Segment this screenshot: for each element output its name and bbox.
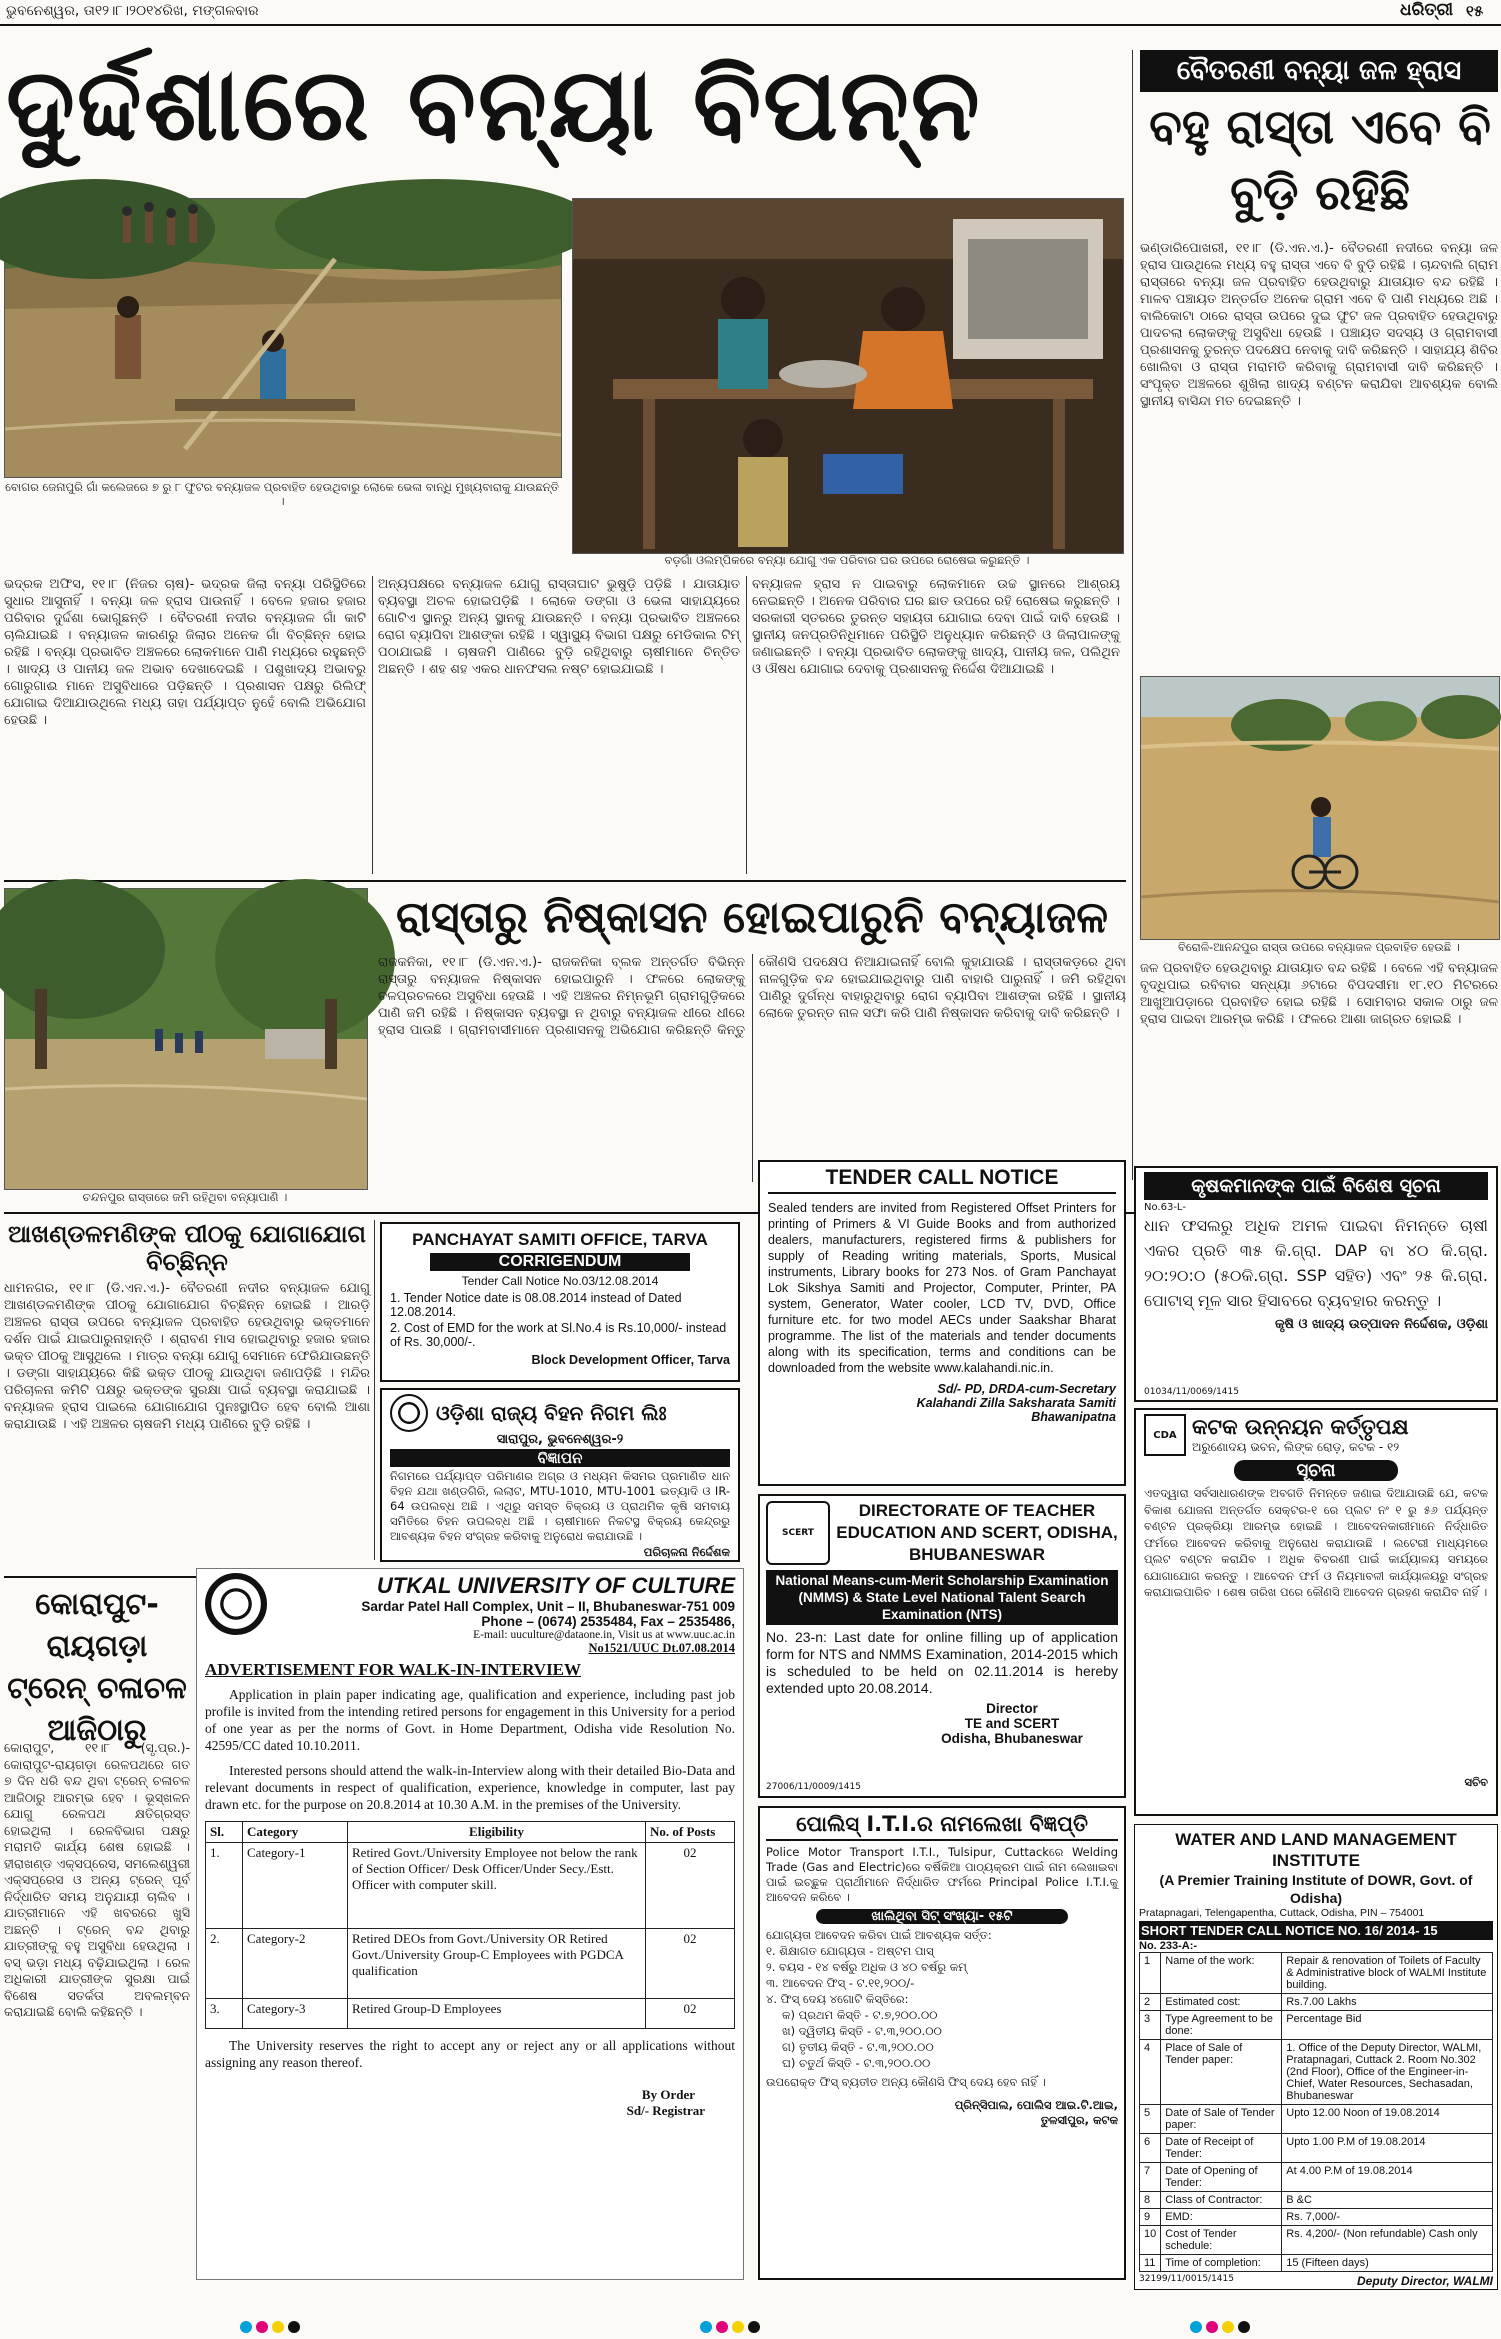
road-waterlogging-caption: ଚନ୍ଦନପୁର ରାସ୍ତାରେ ଜମି ରହିଥିବା ବନ୍ୟାପାଣି । bbox=[82, 1190, 288, 1204]
table-cell: Retired Govt./University Employee not below the rank of Section Officer/ Desk Officer/Under Secy./Estt. Officer with computer skill. bbox=[348, 1843, 646, 1929]
panchayat-ref: Tender Call Notice No.03/12.08.2014 bbox=[461, 1274, 659, 1288]
panchayat-sign: Block Development Officer, Tarva bbox=[531, 1353, 730, 1367]
flood-wading-photo bbox=[4, 198, 562, 478]
main-headline: ଦୁର୍ଦ୍ଦଶାରେ ବନ୍ୟା ବିପନ୍ନ bbox=[6, 46, 982, 163]
utkal-ref: No1521/UUC Dt.07.08.2014 bbox=[588, 1641, 735, 1655]
side-story-photo-body: ଜଳ ପ୍ରବାହିତ ହେଉଥିବାରୁ ଯାତାୟାତ ବନ୍ଦ ରହିଛି । ବେଳେ ଏହି ବନ୍ୟାଜଳ ବୃଦ୍ଧିପାଇ ରବିବାର ସନ୍ଧ୍ୟା ୬ଟାରେ ବିପଦସୀମା ୧୮.୧୦ ମିଟରରେ ଆଖୁଆପଡ଼ାରେ ପ୍ରବାହିତ ହୋଇ ରହିଛି । ସୋମବାର ସକାଳ ଠାରୁ ଜଳ ହ୍ରାସ ପାଇବା ଆରମ୍ଭ କରିଛି । ଫଳରେ ଆଶା ଜାଗ୍ରତ ହୋଇଛି । bbox=[1140, 961, 1498, 1027]
table-cell: Rs. 7,000/- bbox=[1282, 2209, 1493, 2226]
table-row bbox=[1140, 2040, 1493, 2105]
cyclist-flood-caption: ବିରୋଳି-ଆନନ୍ଦପୁର ରାସ୍ତା ଉପରେ ବନ୍ୟାଜଳ ପ୍ରବାହିତ ହେଉଛି । bbox=[1178, 940, 1460, 954]
seed-corp-address: ସାରାପୁର, ଭୁବନେଶ୍ୱର-୨ bbox=[496, 1432, 624, 1447]
table-cell: Percentage Bid bbox=[1282, 2011, 1493, 2040]
utkal-posts-table bbox=[205, 1821, 735, 2029]
police-iti-item: ଗ) ତୃତୀୟ କିସ୍ତି - ଟ.୩,୨୦୦.୦୦ bbox=[782, 2040, 934, 2054]
utkal-logo-icon bbox=[205, 1573, 267, 1635]
seed-corp-notice bbox=[380, 1388, 740, 1562]
police-iti-item: ୩. ଆବେଦନ ଫିସ୍ - ଟ.୧୧,୨୦୦/- bbox=[766, 1976, 915, 1990]
table-cell: Retired Group-D Employees bbox=[348, 1999, 646, 2029]
table-cell: Upto 12.00 Noon of 19.08.2014 bbox=[1282, 2105, 1493, 2134]
cda-subtitle: ସୂଚନା bbox=[1234, 1460, 1398, 1481]
table-cell: 5 bbox=[1140, 2105, 1161, 2134]
rooftop-cooking-caption: ବଡ଼ଗାଁ ଓଲମ୍ପିକରେ ବନ୍ୟା ଯୋଗୁ ଏକ ପରିବାର ଘର ଉପରେ ରୋଷେଇ କରୁଛନ୍ତି । bbox=[664, 553, 1030, 567]
table-cell: Estimated cost: bbox=[1161, 1994, 1282, 2011]
table-cell: 15 (Fifteen days) bbox=[1282, 2255, 1493, 2272]
drainage-body: ରାଜକନିକା, ୧୧।୮ (ଡି.ଏନ.ଏ.)- ରାଜକନିକା ବ୍ଲକ ଅନ୍ତର୍ଗତ ବିଭିନ୍ନ ରାସ୍ତାରୁ ବନ୍ୟାଜଳ ନିଷ୍କାସନ ହୋଇପାରୁନି । ଫଳରେ ଲୋକଙ୍କୁ ଚଳପ୍ରଚଳରେ ଅସୁବିଧା ହେଉଛି । ଏହି ଅଞ୍ଚଳର ନିମ୍ନଭୂମି ଗ୍ରାମଗୁଡ଼ିକରେ ପାଣି ଜମି ରହିଛି । ନିଷ୍କାସନ ବ୍ୟବସ୍ଥା ନ ଥିବାରୁ ବନ୍ୟାଜଳ ଧୀରେ ଧୀରେ ହ୍ରାସ ପାଉଛି । ଗ୍ରାମବାସୀମାନେ ପ୍ରଶାସନକୁ ଅଭିଯୋଗ କରିଛନ୍ତି କିନ୍ତୁ କୌଣସି ପଦକ୍ଷେପ ନିଆଯାଇନାହିଁ ବୋଲି କୁହାଯାଉଛି । ରାସ୍ତାକଡ଼ରେ ଥିବା ନାଳଗୁଡ଼ିକ ବନ୍ଦ ହୋଇଯାଇଥିବାରୁ ପାଣି ବାହାରି ପାରୁନାହିଁ । ଜମି ରହିଥିବା ପାଣିରୁ ଦୁର୍ଗନ୍ଧ ବାହାରୁଥିବାରୁ ରୋଗ ବ୍ୟାପିବା ଆଶଙ୍କା ରହିଛି । ସ୍ଥାନୀୟ ଲୋକେ ତୁରନ୍ତ ନାଳ ସଫା କରି ପାଣି ନିଷ୍କାସନ କରିବାକୁ ଦାବି କରିଛନ୍ତି । bbox=[378, 955, 1126, 1038]
table-cell: Cost of Tender schedule: bbox=[1161, 2226, 1282, 2255]
table-cell: Category-3 bbox=[243, 1999, 348, 2029]
scert-notice bbox=[758, 1494, 1126, 1798]
walmi-no: No. 233-A:- bbox=[1139, 1940, 1198, 1952]
table-header-cell: Category bbox=[243, 1822, 348, 1843]
rooftop-cooking-photo bbox=[572, 198, 1124, 554]
registration-marks-left bbox=[240, 2321, 300, 2333]
table-cell: Name of the work: bbox=[1161, 1953, 1282, 1994]
utkal-footer: The University reserves the right to accept any or reject any or all applications without assigning any reason thereof. bbox=[205, 2038, 735, 2070]
masthead-strip bbox=[0, 0, 1501, 24]
panchayat-notice bbox=[380, 1222, 740, 1382]
walmi-title: WATER AND LAND MANAGEMENT INSTITUTE bbox=[1175, 1830, 1457, 1870]
cda-title: କଟକ ଉନ୍ନୟନ କର୍ତ୍ତୃପକ୍ଷ bbox=[1192, 1415, 1409, 1439]
utkal-para-2: Interested persons should attend the walk-in-Interview along with their detailed Bio-Data and relevant documents in respect of qualification, experience, knowledge in computer, last pay drawn etc. for the purpose on 20.8.2014 at 10.30 A.M. in the premises of the University. bbox=[205, 1763, 735, 1812]
cda-address: ଅରୁଣୋଦୟ ଭବନ, ଲିଙ୍କ ରୋଡ଼, କଟକ - ୧୨ bbox=[1192, 1440, 1400, 1454]
tender-call-body: Sealed tenders are invited from Registered Offset Printers for printing of Primers & VI Guide Books and from authorized dealers, manufacturers, registered firms & publishers for supply of Reading writing materials, Sports, Musical instruments, Library books for 273 Nos. of Gram Panchayat Lok Sikshya Samiti and Projector, Computer, Printer, PA system, Generator, Water cooler, LCD TV, DVD, Office furniture etc. for two model AECs under Saakshar Bharat programme. The list of the materials and tender documents along with its specification, terms and conditions can be downloaded from the website www.kalahandi.nic.in. bbox=[768, 1201, 1116, 1375]
utkal-sign-1: By Order bbox=[641, 2087, 695, 2102]
main-story-col3: ବନ୍ୟାଜଳ ହ୍ରାସ ନ ପାଇବାରୁ ଲୋକମାନେ ଉଚ୍ଚ ସ୍ଥାନରେ ଆଶ୍ରୟ ନେଇଛନ୍ତି । ଅନେକ ପରିବାର ଘର ଛାତ ଉପରେ ରହି ରୋଷେଇ କରୁଛନ୍ତି । ସରକାରୀ ସ୍ତରରେ ତୁରନ୍ତ ସହାୟତା ଯୋଗାଇ ଦେବା ପାଇଁ ଦାବି ହେଉଛି । ସ୍ଥାନୀୟ ଜନପ୍ରତିନିଧିମାନେ ପରିସ୍ଥିତି ଅନୁଧ୍ୟାନ କରିଛନ୍ତି ଓ ଜିଲାପାଳଙ୍କୁ ଜଣାଇଛନ୍ତି । ବନ୍ୟା ପ୍ରଭାବିତ ଲୋକଙ୍କୁ ଖାଦ୍ୟ, ପାନୀୟ ଜଳ, ପଲିଥିନ ଓ ଔଷଧ ଯୋଗାଇ ଦେବାକୁ ପ୍ରଶାସନକୁ ନିର୍ଦ୍ଦେଶ ଦିଆଯାଇଛି । bbox=[752, 577, 1120, 677]
utkal-ad-title: ADVERTISEMENT FOR WALK-IN-INTERVIEW bbox=[205, 1660, 582, 1679]
table-row bbox=[206, 1929, 735, 1999]
panchayat-title: PANCHAYAT SAMITI OFFICE, TARVA bbox=[412, 1230, 708, 1249]
table-cell: Type Agreement to be done: bbox=[1161, 2011, 1282, 2040]
table-header-row bbox=[206, 1822, 735, 1843]
road-waterlogging-photo bbox=[4, 888, 368, 1190]
walmi-sign: Deputy Director, WALMI bbox=[1356, 2274, 1493, 2288]
police-iti-item: ୪. ଫିସ୍ ଦେୟ ୪ଗୋଟି କିସ୍ତିରେ: bbox=[766, 1992, 909, 2006]
police-iti-item: ଘ) ଚତୁର୍ଥ କିସ୍ତି - ଟ.୩,୨୦୦.୦୦ bbox=[782, 2056, 931, 2070]
farmers-notice-code: 01034/11/0069/1415 bbox=[1144, 1387, 1239, 1397]
panchayat-item-2: 2. Cost of EMD for the work at Sl.No.4 is Rs.10,000/- instead of Rs. 30,000/-. bbox=[390, 1321, 727, 1349]
table-row bbox=[1140, 1953, 1493, 1994]
seed-corp-subtitle: ବିଜ୍ଞାପନ bbox=[390, 1449, 730, 1467]
scert-title: DIRECTORATE OF TEACHER EDUCATION AND SCERT, ODISHA, BHUBANESWAR bbox=[836, 1501, 1118, 1564]
walmi-notice bbox=[1134, 1824, 1498, 2290]
table-row bbox=[1140, 2163, 1493, 2192]
cda-body: ଏତଦ୍ୱାରା ସର୍ବସାଧାରଣଙ୍କ ଅବଗତି ନିମନ୍ତେ ଜଣାଇ ଦିଆଯାଉଛି ଯେ, କଟକ ବିକାଶ ଯୋଜନା ଅନ୍ତର୍ଗତ ସେକ୍ଟର-୧ ରେ ପ୍ଲଟ ନଂ ୧ ରୁ ୫୬ ପର୍ଯ୍ୟନ୍ତ ବଣ୍ଟନ ପ୍ରକ୍ରିୟା ଆରମ୍ଭ ହୋଇଛି । ଆବେଦନକାରୀମାନେ ନିର୍ଦ୍ଧାରିତ ଫର୍ମରେ ଆବେଦନ କରିବାକୁ ଅନୁରୋଧ କରାଯାଉଛି । ଲଟେରୀ ମାଧ୍ୟମରେ ପ୍ଲଟ ବଣ୍ଟନ କରାଯିବ । ଅଧିକ ବିବରଣୀ ପାଇଁ କାର୍ଯ୍ୟାଳୟ ସମୟରେ ଯୋଗାଯୋଗ କରନ୍ତୁ । ଆବେଦନ ଫର୍ମ ଓ ନିୟମାବଳୀ କାର୍ଯ୍ୟାଳୟରୁ ସଂଗ୍ରହ କରାଯାଇପାରିବ । ଶେଷ ତାରିଖ ପରେ କୌଣସି ଆବେଦନ ଗ୍ରହଣ କରାଯିବ ନାହିଁ । bbox=[1144, 1486, 1488, 1599]
tender-call-notice bbox=[758, 1160, 1126, 1486]
table-header-cell: Sl. bbox=[206, 1822, 243, 1843]
walmi-code: 32199/11/0015/1415 bbox=[1139, 2274, 1234, 2284]
farmers-notice bbox=[1134, 1166, 1498, 1402]
aukhandal-body: ଧାମନଗର, ୧୧।୮ (ଡି.ଏନ.ଏ.)- ବୈତରଣୀ ନଦୀର ବନ୍ୟାଜଳ ଯୋଗୁ ଆଖଣ୍ଡଳମଣିଙ୍କ ପୀଠକୁ ଯୋଗାଯୋଗ ବିଚ୍ଛିନ୍ନ ହୋଇଛି । ଆରଡ଼ି ଅଞ୍ଚଳର ରାସ୍ତା ଉପରେ ବନ୍ୟାଜଳ ପ୍ରବାହିତ ହେଉଥିବାରୁ ଭକ୍ତମାନେ ଦର୍ଶନ ପାଇଁ ଯାଇପାରୁନାହାନ୍ତି । ଶ୍ରାବଣ ମାସ ହୋଇଥିବାରୁ ହଜାର ହଜାର ଭକ୍ତ ପୀଠକୁ ଆସୁଥିଲେ । ମାତ୍ର ବନ୍ୟା ଯୋଗୁ ସେମାନେ ଫେରିଯାଉଛନ୍ତି । ଡଙ୍ଗା ସାହାଯ୍ୟରେ କିଛି ଭକ୍ତ ପୀଠକୁ ଯାଉଥିବା ଜଣାପଡ଼ିଛି । ମନ୍ଦିର ପରିଚାଳନା କମିଟି ପକ୍ଷରୁ ଭକ୍ତଙ୍କ ସୁରକ୍ଷା ପାଇଁ ବ୍ୟବସ୍ଥା କରାଯାଇଛି । ବନ୍ୟାଜଳ ହ୍ରାସ ପାଇଲେ ଯୋଗାଯୋଗ ପୁନଃସ୍ଥାପିତ ହେବ ବୋଲି ଆଶା କରାଯାଉଛି । ଏହି ଅଞ୍ଚଳର ଚାଷଜମି ମଧ୍ୟ ପାଣିରେ ବୁଡ଼ି ରହିଛି । bbox=[4, 1281, 370, 1432]
table-cell: Date of Sale of Tender paper: bbox=[1161, 2105, 1282, 2134]
police-iti-item: କ) ପ୍ରଥମ କିସ୍ତି - ଟ.୭,୨୦୦.୦୦ bbox=[782, 2008, 938, 2022]
table-cell: 7 bbox=[1140, 2163, 1161, 2192]
table-cell: Repair & renovation of Toilets of Faculty & Administrative block of WALMI Institute building. bbox=[1282, 1953, 1493, 1994]
scert-code: 27006/11/0009/1415 bbox=[766, 1782, 861, 1792]
utkal-email: E-mail: uuculture@dataone.in, Visit us at www.uuc.ac.in bbox=[473, 1629, 735, 1641]
aukhandal-headline: ଆଖଣ୍ଡଳମଣିଙ୍କ ପୀଠକୁ ଯୋଗାଯୋଗ ବିଚ୍ଛିନ୍ନ bbox=[8, 1220, 366, 1276]
police-iti-seats: ଖାଲିଥିବା ସିଟ୍ ସଂଖ୍ୟା- ୧୫ଟି bbox=[816, 1909, 1068, 1924]
police-iti-item: ୧. ଶିକ୍ଷାଗତ ଯୋଗ୍ୟତା - ଅଷ୍ଟମ ପାସ୍ bbox=[766, 1944, 934, 1958]
cda-logo-icon: CDA bbox=[1144, 1414, 1186, 1456]
walmi-subtitle: (A Premier Training Institute of DOWR, Govt. of Odisha) bbox=[1159, 1872, 1473, 1906]
table-cell: Upto 1.00 P.M of 19.08.2014 bbox=[1282, 2134, 1493, 2163]
table-cell: 02 bbox=[646, 1999, 735, 2029]
utkal-sign-2: Sd/- Registrar bbox=[626, 2103, 705, 2118]
table-cell: Date of Opening of Tender: bbox=[1161, 2163, 1282, 2192]
table-cell: Category-1 bbox=[243, 1843, 348, 1929]
brand-name: ଧରିତ୍ରୀ bbox=[1400, 0, 1454, 20]
table-cell: Rs. 4,200/- (Non refundable) Cash only bbox=[1282, 2226, 1493, 2255]
dateline: ଭୁବନେଶ୍ୱର, ତା୧୨।୮।୨୦୧୪ରିଖ, ମଙ୍ଗଳବାର bbox=[6, 3, 259, 19]
scert-sign: Director TE and SCERT Odisha, Bhubaneswar bbox=[941, 1701, 1083, 1746]
table-header-cell: Eligibility bbox=[348, 1822, 646, 1843]
farmers-notice-body: ଧାନ ଫସଲରୁ ଅଧିକ ଅମଳ ପାଇବା ନିମନ୍ତେ ଚାଷୀ ଏକର ପ୍ରତି ୩୫ କି.ଗ୍ରା. DAP ବା ୪୦ କି.ଗ୍ରା. ୨୦:୨୦:୦ (୫୦କି.ଗ୍ରା. SSP ସହିତ) ଏବଂ ୨୫ କି.ଗ୍ରା. ପୋଟାସ୍ ମୂଳ ସାର ହିସାବରେ ବ୍ୟବହାର କରନ୍ତୁ । bbox=[1144, 1216, 1488, 1310]
registration-marks-center bbox=[700, 2321, 760, 2333]
table-row bbox=[1140, 2134, 1493, 2163]
walmi-notice-no: SHORT TENDER CALL NOTICE NO. 16/ 2014- 15 bbox=[1139, 1921, 1493, 1940]
table-cell: Class of Contractor: bbox=[1161, 2192, 1282, 2209]
table-cell: 6 bbox=[1140, 2134, 1161, 2163]
table-cell: 10 bbox=[1140, 2226, 1161, 2255]
table-cell: 1. Office of the Deputy Director, WALMI, Pratapnagari, Cuttack 2. Room No.302 (2nd Floor), Office of the Engineer-in-Chief, Water Resources, Sechasadan, Bhubaneswar bbox=[1282, 2040, 1493, 2105]
table-row bbox=[1140, 2192, 1493, 2209]
police-iti-footer: ଉପରୋକ୍ତ ଫିସ୍ ବ୍ୟତୀତ ଅନ୍ୟ କୌଣସି ଫିସ୍ ଦେୟ ହେବ ନାହିଁ । bbox=[766, 2075, 1046, 2089]
table-cell: 11 bbox=[1140, 2255, 1161, 2272]
tender-call-sign: Sd/- PD, DRDA-cum-Secretary Kalahandi Zilla Saksharata Samiti Bhawanipatna bbox=[916, 1382, 1116, 1424]
seed-corp-logo-icon bbox=[390, 1394, 428, 1432]
page-number: ୧୫ bbox=[1466, 2, 1484, 20]
flood-wading-caption: ବୋଗର ଜେନାପୁରି ଗାଁ କଲେଜରେ ୭ ରୁ ୮ ଫୁଟର ବନ୍ୟାଜଳ ପ୍ରବାହିତ ହେଉଥିବାରୁ ଲୋକେ ଭେଳା ବାନ୍ଧି ମୁଖ୍ୟବାରାକୁ ଯାଉଛନ୍ତି । bbox=[5, 480, 559, 508]
police-iti-sign: ପ୍ରିନ୍ସିପାଲ, ପୋଲିସ ଆଇ.ଟି.ଆଇ, ତୁଳସୀପୁର, କଟକ bbox=[954, 2098, 1118, 2127]
utkal-para-1: Application in plain paper indicating age, qualification and experience, including past job profile is invited from the intending retired persons for engagement in this University for a period of one year as per the norms of Govt. in Home Department, Odisha vide Resolution No. 42595/CC dated 10.10.2011. bbox=[205, 1687, 735, 1753]
farmers-notice-no: No.63-L- bbox=[1144, 1202, 1186, 1213]
drainage-headline: ରାସ୍ତାରୁ ନିଷ୍କାସନ ହୋଇପାରୁନି ବନ୍ୟାଜଳ bbox=[395, 892, 1109, 943]
table-cell: Rs.7.00 Lakhs bbox=[1282, 1994, 1493, 2011]
main-story-col2: ଅନ୍ୟପକ୍ଷରେ ବନ୍ୟାଜଳ ଯୋଗୁ ରାସ୍ତାଘାଟ ଭୁଷୁଡ଼ି ପଡ଼ିଛି । ଯାତାୟାତ ବ୍ୟବସ୍ଥା ଅଚଳ ହୋଇପଡ଼ିଛି । ଲୋକେ ଡଙ୍ଗା ଓ ଭେଳା ସାହାଯ୍ୟରେ ଗୋଟିଏ ସ୍ଥାନରୁ ଅନ୍ୟ ସ୍ଥାନକୁ ଯାଉଛନ୍ତି । ବନ୍ୟା ପ୍ରଭାବିତ ଅଞ୍ଚଳରେ ରୋଗ ବ୍ୟାପିବା ଆଶଙ୍କା ରହିଛି । ସ୍ୱାସ୍ଥ୍ୟ ବିଭାଗ ପକ୍ଷରୁ ମେଡିକାଲ ଟିମ୍ ପଠାଯାଇଛି । ଚାଷଜମି ପାଣିରେ ବୁଡ଼ି ରହିଥିବାରୁ ଚାଷୀମାନେ ଚିନ୍ତିତ ଅଛନ୍ତି । ଶହ ଶହ ଏକର ଧାନଫସଲ ନଷ୍ଟ ହୋଇଯାଇଛି । bbox=[378, 577, 740, 677]
police-iti-body: Police Motor Transport I.T.I., Tulsipur, Cuttackରେ Welding Trade (Gas and Electric)ରେ ବର୍ଷିକିଆ ପାଠ୍ୟକ୍ରମ ପାଇଁ ନାମ ଲେଖାଇବା ପାଇଁ ଇଚ୍ଛୁକ ପ୍ରାର୍ଥୀମାନେ ନିର୍ଦ୍ଧାରିତ ଫର୍ମରେ Principal Police I.T.I.କୁ ଆବେଦନ କରିବେ । bbox=[766, 1845, 1118, 1904]
table-cell: 4 bbox=[1140, 2040, 1161, 2105]
panchayat-item-1: 1. Tender Notice date is 08.08.2014 instead of Dated 12.08.2014. bbox=[390, 1291, 682, 1319]
table-row bbox=[1140, 2255, 1493, 2272]
seed-corp-sign: ପରିଚାଳନା ନିର୍ଦ୍ଦେଶକ bbox=[643, 1545, 730, 1559]
table-cell: Category-2 bbox=[243, 1929, 348, 1999]
table-cell: 3 bbox=[1140, 2011, 1161, 2040]
cda-sign: ସଚିବ bbox=[1464, 1775, 1488, 1789]
table-cell: 2 bbox=[1140, 1994, 1161, 2011]
main-story-col1: ଭଦ୍ରକ ଅଫିସ, ୧୧।୮ (ନିଜର ଚାଷ)- ଭଦ୍ରକ ଜିଲା ବନ୍ୟା ପରିସ୍ଥିତିରେ ସୁଧାର ଆସୁନାହିଁ । ବନ୍ୟା ଜଳ ହ୍ରାସ ପାଉନାହିଁ । ବେଳେ ହଜାର ହଜାର ପରିବାର ଦୁର୍ଦ୍ଦଶା ଭୋଗୁଛନ୍ତି । ବୈତରଣୀ ନଦୀର ବନ୍ୟାଜଳ ଗାଁ କାଟି ଚାଲିଯାଇଛି । ବନ୍ୟାଜଳ କାରଣରୁ ଜିଲାର ଅନେକ ଗାଁ ବିଚ୍ଛିନ୍ନ ହୋଇ ରହିଛି । ବନ୍ୟା ପ୍ରଭାବିତ ଅଞ୍ଚଳରେ ଲୋକମାନେ ପାଣି ମଧ୍ୟରେ ରହୁଛନ୍ତି । ଖାଦ୍ୟ ଓ ପାନୀୟ ଜଳ ଅଭାବ ଦେଖାଦେଇଛି । ପଶୁଖାଦ୍ୟ ଅଭାବରୁ ଗୋରୁଗାଈ ମାନେ ଅସୁବିଧାରେ ପଡ଼ିଛନ୍ତି । ପ୍ରଶାସନ ପକ୍ଷରୁ ରିଲିଫ୍ ଯୋଗାଇ ଦିଆଯାଉଥିଲେ ମଧ୍ୟ ତାହା ପର୍ଯ୍ୟାପ୍ତ ନୁହେଁ ବୋଲି ଅଭିଯୋଗ ହେଉଛି । bbox=[4, 577, 366, 728]
table-cell: Place of Sale of Tender paper: bbox=[1161, 2040, 1282, 2105]
train-body: କୋରାପୁଟ, ୧୧।୮ (ସୃ.ପ୍ର.)- କୋରାପୁଟ-ରାୟଗଡ଼ା ରେଳପଥରେ ଗତ ୭ ଦିନ ଧରି ବନ୍ଦ ଥିବା ଟ୍ରେନ୍ ଚଳାଚଳ ଆଜିଠାରୁ ଆରମ୍ଭ ହେବ । ଭୂସ୍ଖଳନ ଯୋଗୁ ରେଳପଥ କ୍ଷତିଗ୍ରସ୍ତ ହୋଇଥିଲା । ରେଳବିଭାଗ ପକ୍ଷରୁ ମରାମତି କାର୍ଯ୍ୟ ଶେଷ ହୋଇଛି । ହୀରାଖଣ୍ଡ ଏକ୍ସପ୍ରେସ, ସମଲେଶ୍ୱରୀ ଏକ୍ସପ୍ରେସ ଓ ଅନ୍ୟ ଟ୍ରେନ୍ ପୂର୍ବ ନିର୍ଦ୍ଧାରିତ ସମୟ ଅନୁଯାୟୀ ଚାଲିବ । ଯାତ୍ରୀମାନେ ଏହି ଖବରରେ ଖୁସି ଅଛନ୍ତି । ଟ୍ରେନ୍ ବନ୍ଦ ଥିବାରୁ ଯାତ୍ରୀଙ୍କୁ ବହୁ ଅସୁବିଧା ହେଉଥିଲା । ବସ୍ ଭଡ଼ା ମଧ୍ୟ ବଢ଼ିଯାଇଥିଲା । ରେଳ ଅଧିକାରୀ ଯାତ୍ରୀଙ୍କ ସୁରକ୍ଷା ପାଇଁ ବିଶେଷ ସତର୍କତା ଅବଲମ୍ବନ କରାଯାଇଛି ବୋଲି କହିଛନ୍ତି । bbox=[4, 1740, 190, 2019]
table-row bbox=[1140, 2226, 1493, 2255]
scert-logo-icon: SCERT bbox=[766, 1501, 830, 1565]
police-iti-title: ପୋଲିସ୍ I.T.I.ର ନାମଲେଖା ବିଜ୍ଞପ୍ତି bbox=[766, 1812, 1118, 1841]
table-cell: Date of Receipt of Tender: bbox=[1161, 2134, 1282, 2163]
police-iti-item: ଖ) ଦ୍ୱିତୀୟ କିସ୍ତି - ଟ.୩,୨୦୦.୦୦ bbox=[782, 2024, 942, 2038]
table-row bbox=[206, 1843, 735, 1929]
registration-marks-right bbox=[1190, 2321, 1250, 2333]
table-cell: 8 bbox=[1140, 2192, 1161, 2209]
table-cell: 9 bbox=[1140, 2209, 1161, 2226]
farmers-notice-sign: କୃଷି ଓ ଖାଦ୍ୟ ଉତ୍ପାଦନ ନିର୍ଦ୍ଦେଶକ, ଓଡ଼ିଶା bbox=[1274, 1317, 1488, 1332]
side-story-kicker: ବୈତରଣୀ ବନ୍ୟା ଜଳ ହ୍ରାସ bbox=[1140, 50, 1498, 92]
utkal-title: UTKAL UNIVERSITY OF CULTURE bbox=[376, 1573, 735, 1598]
police-iti-item: ୨. ବୟସ - ୧୪ ବର୍ଷରୁ ଅଧିକ ଓ ୪୦ ବର୍ଷରୁ କମ୍ bbox=[766, 1960, 967, 1974]
table-cell: B &C bbox=[1282, 2192, 1493, 2209]
utkal-phone: Phone – (0674) 2535484, Fax – 2535486, bbox=[481, 1614, 735, 1629]
tender-call-title: TENDER CALL NOTICE bbox=[768, 1166, 1116, 1194]
police-iti-notice bbox=[758, 1806, 1126, 2280]
table-cell: 3. bbox=[206, 1999, 243, 2029]
walmi-tender-table bbox=[1139, 1952, 1493, 2272]
scert-body: No. 23-n: Last date for online filling up of application form for NTS and NMMS Examination, 2014-2015 which is scheduled to be held on 02.11.2014 is hereby extended upto 20.08.2014. bbox=[766, 1629, 1118, 1696]
table-cell: 02 bbox=[646, 1929, 735, 1999]
seed-corp-body: ନିଗମରେ ପର୍ଯ୍ୟାପ୍ତ ପରିମାଣର ଅଗ୍ର ଓ ମଧ୍ୟମ କିସମର ପ୍ରମାଣିତ ଧାନ ବିହନ ଯଥା ଖଣ୍ଡଗିରି, ଲଲାଟ, MTU-1010, MTU-1001 ଇତ୍ୟାଦି ଓ IR-64 ଉପଲବ୍ଧ ଅଛି । ଏଥିରୁ ସମସ୍ତ ବିକ୍ରୟ ଓ ପ୍ରାଥମିକ କୃଷି ସମବାୟ ସମିତିରେ ବିହନ ଉପଲବ୍ଧ ଅଛି । ଚାଷୀମାନେ ନିକଟସ୍ଥ ବିକ୍ରୟ କେନ୍ଦ୍ରରୁ ଆବଶ୍ୟକ ବିହନ ସଂଗ୍ରହ କରିବାକୁ ଅନୁରୋଧ କରାଯାଉଛି । bbox=[390, 1469, 730, 1543]
table-cell: 1. bbox=[206, 1843, 243, 1929]
table-cell: 2. bbox=[206, 1929, 243, 1999]
utkal-university-notice bbox=[196, 1568, 744, 2280]
scert-subtitle: National Means-cum-Merit Scholarship Examination (NMMS) & State Level National Talent Search Examination (NTS) bbox=[766, 1570, 1118, 1625]
table-row bbox=[1140, 2011, 1493, 2040]
cda-notice bbox=[1134, 1408, 1498, 1816]
table-cell: 02 bbox=[646, 1843, 735, 1929]
table-cell: Time of completion: bbox=[1161, 2255, 1282, 2272]
table-row bbox=[1140, 2209, 1493, 2226]
panchayat-subtitle: CORRIGENDUM bbox=[430, 1253, 690, 1271]
table-row bbox=[1140, 1994, 1493, 2011]
side-story-body: ଭଣ୍ଡାରିପୋଖରୀ, ୧୧।୮ (ଡି.ଏନ.ଏ.)- ବୈତରଣୀ ନଦୀରେ ବନ୍ୟା ଜଳ ହ୍ରାସ ପାଉଥିଲେ ମଧ୍ୟ ବହୁ ରାସ୍ତା ଏବେ ବି ବୁଡ଼ି ରହିଛି । ଚାନ୍ଦବାଲି ଗ୍ରାମ ରାସ୍ତାରେ ବନ୍ୟା ଜଳ ପ୍ରବାହିତ ହେଉଥିବାରୁ ଯାତାୟାତ ବନ୍ଦ ରହିଛି । ମାଳବ ପଞ୍ଚାୟତ ଅନ୍ତର୍ଗତ ଅନେକ ଗ୍ରାମ ଏବେ ବି ପାଣି ମଧ୍ୟରେ ଅଛି । ବାଲିକୋଟା ଠାରେ ରାସ୍ତା ଉପରେ ଦୁଇ ଫୁଟ ଜଳ ପ୍ରବାହିତ ହେଉଥିବାରୁ ପାଦଚଲା ଲୋକଙ୍କୁ ଅସୁବିଧା ହେଉଛି । ପଞ୍ଚାୟତ ସଦସ୍ୟ ଓ ଗ୍ରାମବାସୀ ପ୍ରଶାସନକୁ ତୁରନ୍ତ ପଦକ୍ଷେପ ନେବାକୁ ଦାବି କରିଛନ୍ତି । ସାହାଯ୍ୟ ଶିବିର ଖୋଲିବା ଓ ରାସ୍ତା ମରାମତି କରିବାକୁ ଗ୍ରାମବାସୀ ଦାବି କରିଛନ୍ତି । ସଂପୃକ୍ତ ଅଞ୍ଚଳରେ ଶୁଖିଲା ଖାଦ୍ୟ ବଣ୍ଟନ କରାଯିବା ଆବଶ୍ୟକ ବୋଲି ସ୍ଥାନୀୟ ବାସିନ୍ଦା ମତ ଦେଇଛନ୍ତି । bbox=[1140, 241, 1498, 409]
table-cell: 1 bbox=[1140, 1953, 1161, 1994]
seed-corp-title: ଓଡ଼ିଶା ରାଜ୍ୟ ବିହନ ନିଗମ ଲିଃ bbox=[436, 1401, 667, 1425]
table-cell: At 4.00 P.M of 19.08.2014 bbox=[1282, 2163, 1493, 2192]
utkal-address: Sardar Patel Hall Complex, Unit – II, Bhubaneswar-751 009 bbox=[361, 1599, 735, 1614]
cyclist-flood-photo bbox=[1140, 676, 1500, 940]
table-row bbox=[1140, 2105, 1493, 2134]
side-story-headline: ବହୁ ରାସ୍ତା ଏବେ ବି ବୁଡ଼ି ରହିଛି bbox=[1149, 99, 1491, 221]
table-row bbox=[206, 1999, 735, 2029]
table-cell: Retired DEOs from Govt./University OR Retired Govt./University Group-C Employees with PGDCA qualification bbox=[348, 1929, 646, 1999]
farmers-notice-title: କୃଷକମାନଙ୍କ ପାଇଁ ବିଶେଷ ସୂଚନା bbox=[1144, 1172, 1488, 1200]
table-header-cell: No. of Posts bbox=[646, 1822, 735, 1843]
train-headline: କୋରାପୁଟ-ରାୟଗଡ଼ା ଟ୍ରେନ୍ ଚଳାଚଳ ଆଜିଠାରୁ bbox=[7, 1587, 187, 1748]
walmi-address: Pratapnagari, Telengapentha, Cuttack, Odisha, PIN – 754001 bbox=[1139, 1907, 1425, 1919]
table-cell: EMD: bbox=[1161, 2209, 1282, 2226]
police-iti-intro: ଯୋଗ୍ୟତା ଆବେଦନ କରିବା ପାଇଁ ଆବଶ୍ୟକ ସର୍ତ୍ତ: bbox=[766, 1928, 992, 1942]
